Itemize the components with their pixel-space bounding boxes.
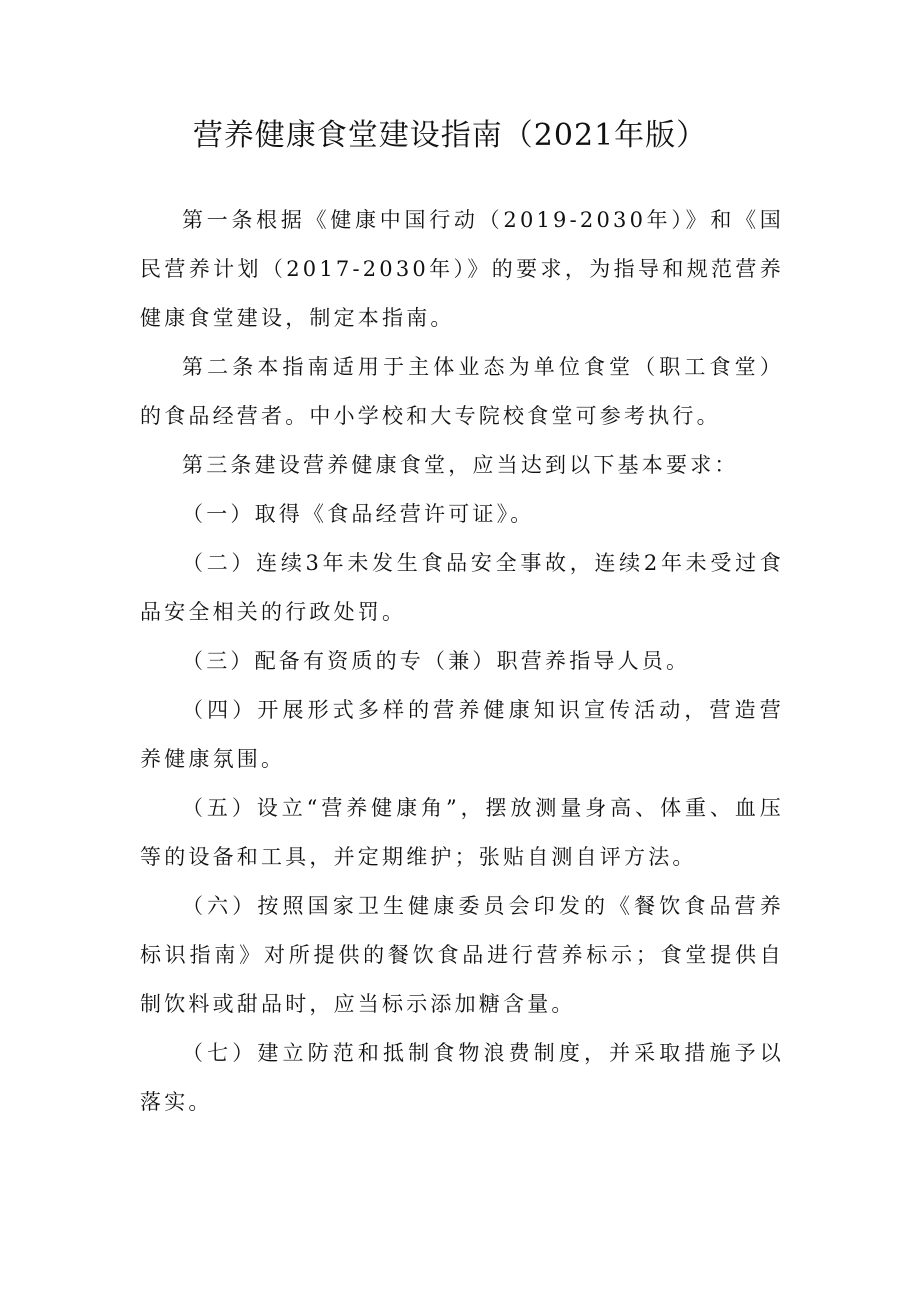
requirement-4: （四）开展形式多样的营养健康知识宣传活动，营造营养健康氛围。	[140, 698, 784, 771]
article-1: 第一条根据《健康中国行动（2019-2030年）》和《国民营养计划（2017-2030年）》的要求，为指导和规范营养健康食堂建设，制定本指南。	[140, 208, 784, 330]
requirement-5: （五）设立“营养健康角”，摆放测量身高、体重、血压等的设备和工具，并定期维护；张贴自测自评方法。	[140, 796, 784, 869]
requirement-7: （七）建立防范和抵制食物浪费制度，并采取措施予以落实。	[140, 1041, 784, 1114]
requirement-2: （二）连续3年未发生食品安全事故，连续2年未受过食品安全相关的行政处罚。	[140, 551, 784, 624]
article-2: 第二条本指南适用于主体业态为单位食堂（职工食堂）的食品经营者。中小学校和大专院校食堂可参考执行。	[140, 355, 784, 428]
requirement-6: （六）按照国家卫生健康委员会印发的《餐饮食品营养标识指南》对所提供的餐饮食品进行营养标示；食堂提供自制饮料或甜品时，应当标示添加糖含量。	[140, 894, 784, 1016]
requirement-3: （三）配备有资质的专（兼）职营养指导人员。	[182, 649, 691, 673]
document-title: 营养健康食堂建设指南（2021年版）	[192, 118, 708, 153]
article-3: 第三条建设营养健康食堂，应当达到以下基本要求：	[182, 453, 739, 477]
requirement-1: （一）取得《食品经营许可证》。	[182, 502, 535, 526]
document-body	[140, 196, 784, 1127]
